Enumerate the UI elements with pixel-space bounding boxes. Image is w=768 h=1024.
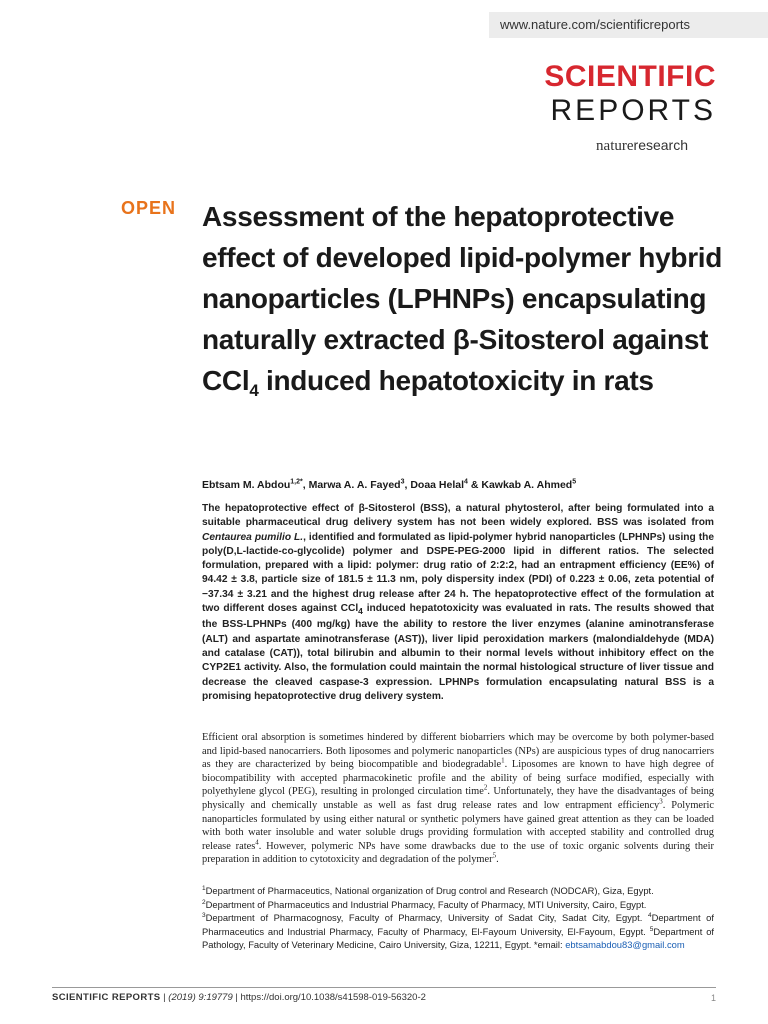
page-number: 1: [710, 993, 716, 1003]
author-name[interactable]: Kawkab A. Ahmed: [481, 479, 573, 491]
affiliations: [202, 884, 714, 952]
affiliation-mark: 5: [649, 925, 654, 933]
affiliation-mark: 1: [202, 884, 206, 892]
reference-link[interactable]: 2: [483, 783, 488, 792]
affiliation-text: Department of Pharmacognosy, Faculty of Pharmacy, University of Sadat City, Sadat City, Egypt.: [205, 912, 648, 924]
reference-link[interactable]: 3: [659, 797, 663, 806]
email-link[interactable]: ebtsamabdou83@gmail.com: [565, 939, 685, 951]
affiliation-text: Department of Pathology, Faculty of Veterinary Medicine, Cairo University, Giza, 12211, Egypt. *email:: [202, 925, 715, 951]
abstract-part: The hepatoprotective effect of β-Sitosterol (BSS), a natural phytosterol, after being formulated into a suitable pharmaceutical drug delivery system has not been widely explored. BSS was isolated from: [202, 503, 714, 529]
journal-url[interactable]: www.nature.com/scientificreports: [500, 17, 691, 32]
reference-link[interactable]: 5: [492, 851, 497, 860]
author-separator: &: [467, 479, 482, 491]
author-name[interactable]: Marwa A. A. Fayed: [308, 479, 401, 491]
affiliation-mark: 3: [202, 912, 206, 920]
abstract-species: Centaurea pumilio L.: [202, 531, 304, 543]
body-sentence: . However, polymeric NPs have some drawbacks due to the use of toxic organic solvents during their preparation in addition to cytotoxicity and degradation of the polymer: [202, 840, 714, 866]
author-separator: ,: [302, 479, 309, 491]
title-main: Assessment of the hepatoprotective effect of developed lipid-polymer hybrid nanoparticles (LPHNPs) encapsulating naturally extracted β-Sitosterol against CCl: [202, 201, 723, 396]
author-name[interactable]: Ebtsam M. Abdou: [202, 479, 291, 491]
affiliation-text: Department of Pharmaceutics, National organization of Drug control and Research (NODCAR), Giza, Egypt.: [205, 885, 654, 896]
author-affil-mark: 1,2*: [290, 478, 303, 486]
title-tail: induced hepatotoxicity in rats: [258, 365, 654, 396]
affiliation-line: [202, 884, 714, 898]
affiliation-text: Department of Pharmaceutics and Industrial Pharmacy, Faculty of Pharmacy, El-Fayoum University, El-Fayoum, Egypt.: [202, 912, 714, 937]
abstract-subscript: 4: [358, 606, 363, 617]
affiliation-line: [202, 898, 714, 912]
footer-doi-link[interactable]: | https://doi.org/10.1038/s41598-019-56320-2: [232, 992, 426, 1003]
article-title: [202, 196, 742, 401]
author-list: [202, 478, 722, 492]
brand-reports: REPORTS: [550, 94, 716, 127]
publisher-logo: [596, 136, 688, 155]
footer-divider: [52, 987, 716, 988]
body-sentence: . Liposomes are known to have high degree of biocompatibility with accepted pharmacokinetic profile and the ability of being surface modified, especially with polyethylene glycol (PEG), resulting in prolonged circulation time: [202, 759, 714, 798]
reference-link[interactable]: 4: [255, 838, 259, 847]
footer-citation: [52, 992, 426, 1004]
footer-volume: (2019) 9:19779: [168, 992, 233, 1003]
footer-separator: |: [160, 992, 169, 1003]
affiliation-line: [202, 912, 714, 950]
affiliation-mark: 4: [647, 912, 652, 920]
author-name[interactable]: Doaa Helal: [410, 479, 465, 491]
brand-scientific: SCIENTIFIC: [544, 60, 716, 93]
title-subscript: 4: [249, 381, 259, 400]
abstract-part: induced hepatotoxicity was evaluated in rats. The results showed that the BSS-LPHNPs (400 mg/kg) have the ability to restore the liver enzymes (alanine aminotransferase (ALT) and aspartate aminotransferase (AST)), liver lipid peroxidation markers (malondialdehyde (MDA) and catalase (CAT)), total bilirubin and albumin to their normal levels without inhibitory effect on the CYP2E1 activity. Also, the formulation could maintain the normal histological structure of liver tissue and decrease the cleaved caspase-3 expression. LPHNPs formulation encapsulating natural BSS is a promising hepatoprotective drug delivery system.: [202, 603, 714, 702]
reference-link[interactable]: 1: [501, 756, 505, 765]
author-separator: ,: [404, 479, 411, 491]
affiliation-text: Department of Pharmaceutics and Industrial Pharmacy, Faculty of Pharmacy, MTI University, Cairo, Egypt.: [205, 898, 647, 910]
body-paragraph: [202, 731, 714, 867]
footer-journal: SCIENTIFIC REPORTS: [52, 992, 161, 1003]
body-sentence: Efficient oral absorption is sometimes hindered by different biobarriers which may be overcome by both polymer-based and lipid-based nanocarriers. Both liposomes and polymeric nanoparticles (NPs) are auspicious types of drug nanocarriers as they are characterized by being biocompatible and biodegradable: [202, 732, 714, 771]
journal-url-tab[interactable]: [489, 12, 768, 38]
body-sentence: . Polymeric nanoparticles formulated by using either natural or synthetic polymers have gained great attention as they can be loaded with both water insoluble and water soluble drugs providing formulation with accepted stability and controlled drug release rates: [202, 799, 714, 852]
author-affil-mark: 3: [400, 478, 405, 486]
body-sentence: .: [496, 854, 499, 866]
author-affil-mark: 4: [464, 478, 468, 486]
affiliation-mark: 2: [202, 898, 206, 906]
body-sentence: . Unfortunately, they have the disadvantages of being physically and chemically unstable as well as fast drug release rates and low entrapment efficiency: [202, 786, 714, 811]
abstract: [202, 502, 714, 704]
author-affil-mark: 5: [572, 478, 577, 486]
open-access-label: OPEN: [121, 198, 177, 218]
publisher-research: research: [633, 137, 688, 153]
publisher-nature: nature: [596, 138, 634, 154]
abstract-part: , identified and formulated as lipid-polymer hybrid nanoparticles (LPHNPs) using the poly(D,L-lactide-co-glycolide) polymer and DSPE-PEG-2000 lipid in different ratios. The selected formulation, prepared with a lipid: polymer: drug ratio of 2:2:2, had an entrapment efficiency (EE%) of 94.42 ± 3.8, particle size of 181.5 ± 11.3 nm, poly dispersity index (PDI) of 0.223 ± 0.06, zeta potential of −37.34 ± 3.21 and the highest drug release after 24 h. The hepatoprotective effect of the formulation at two different doses against CCl: [202, 531, 714, 615]
